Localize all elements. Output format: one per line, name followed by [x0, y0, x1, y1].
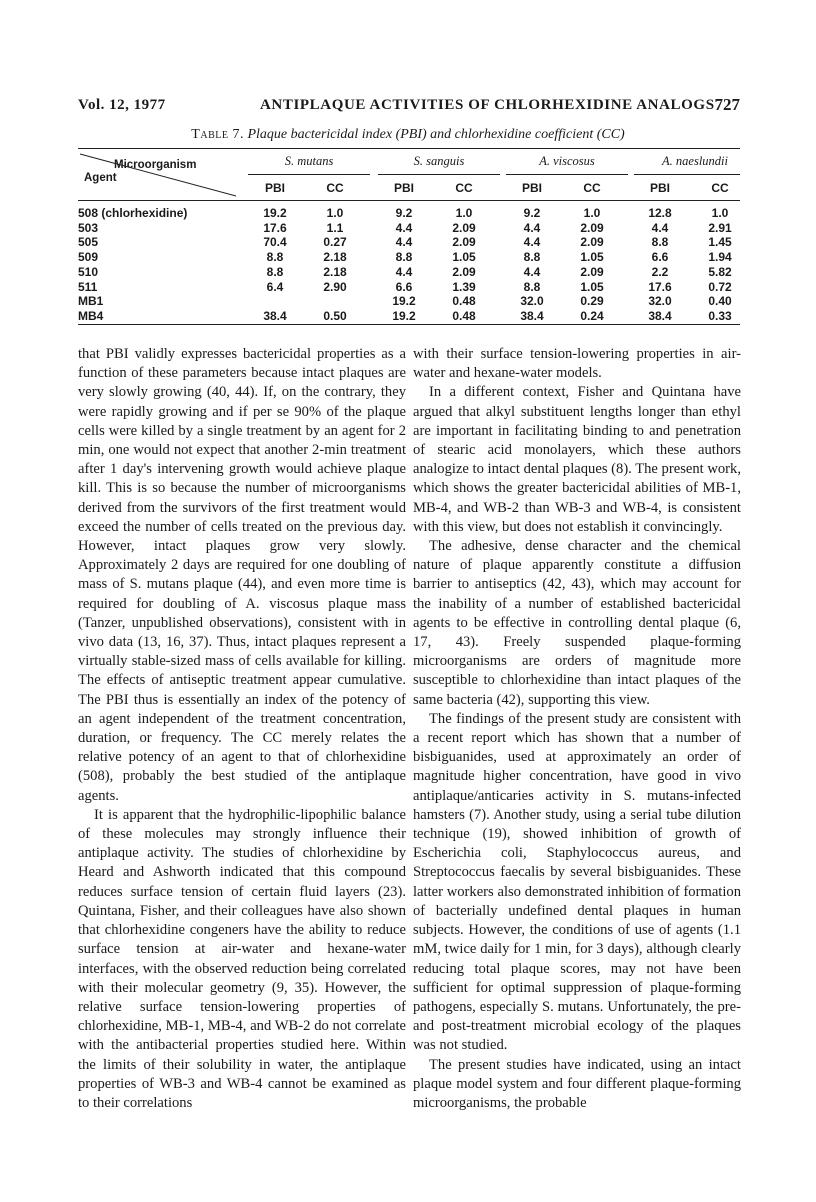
table-cell: 9.2 [395, 206, 413, 220]
table-cell: 0.27 [323, 235, 347, 250]
running-title: ANTIPLAQUE ACTIVITIES OF CHLORHEXIDINE ANALOGS [260, 97, 715, 113]
table-top-rule [78, 148, 740, 149]
spanner-rule-1 [248, 174, 370, 175]
organism-header-1: S. mutans [284, 154, 334, 168]
table-cell: 1.0 [583, 206, 601, 220]
table-cell: 2.2 [651, 264, 669, 279]
table-cell: 2.90 [323, 279, 347, 294]
table-caption-text: Plaque bactericidal index (PBI) and chlorhexidine coefficient (CC) [247, 127, 625, 142]
table-header-rule [78, 200, 740, 201]
table-cell: 1.0 [711, 206, 729, 220]
right-paragraph-2: In a different context, Fisher and Quintana have argued that alkyl substituent lengths longer than ethyl are important in facilitating binding to and penetration of stearic acid monolayers, which these authors analogize to intact dental plaques (8). The present work, which shows the greater bactericidal abilities of MB-1, MB-4, and WB-2 than WB-3 and WB-4, is consistent with this view, but does not establish it convincingly. [413, 384, 741, 535]
table-row-agent: 505 [78, 235, 99, 250]
table-cell: 4.4 [523, 220, 541, 235]
table-row-agent: 503 [78, 220, 99, 235]
table-cell: 2.09 [580, 235, 604, 250]
left-text-column [78, 345, 406, 1113]
table-cell: 4.4 [395, 264, 413, 279]
table-caption [0, 127, 816, 143]
organism-header-2: S. sanguis [413, 154, 465, 168]
table-cell: 1.05 [580, 279, 604, 294]
table-cell: 38.4 [520, 308, 544, 323]
table-cell: 38.4 [648, 308, 672, 323]
table-cell: 70.4 [263, 235, 287, 250]
right-paragraph-3: The adhesive, dense character and the chemical nature of plaque apparently constitute a diffusion barrier to antiseptics (42, 43), which may account for the inability of a number of established bactericidal agents to be effective in controlling dental plaque (6, 17, 43). Freely suspended plaque-forming microorganisms are orders of magnitude more susceptible to chlorhexidine than intact plaques of the same bacteria (42), supporting this view. [413, 538, 741, 708]
table-cell: 8.8 [523, 250, 541, 265]
table-cell: 6.6 [395, 279, 413, 294]
table-bottom-rule [78, 324, 740, 325]
table-cell: 2.09 [580, 264, 604, 279]
table-cell: 0.24 [580, 308, 604, 323]
table-cell: 0.40 [708, 294, 732, 309]
subheader-cc-2: CC [455, 181, 473, 195]
right-paragraph-4: The findings of the present study are consistent with a recent report which has shown that a number of bisbiguanides, used at approximately an order of magnitude higher concentration, have good in vivo antiplaque/anticaries activity in S. mutans-infected hamsters (7). Another study, using a serial tube dilution technique (19), showed inhibition of growth of Escherichia coli, Staphylococcus aureus, and Streptococcus faecalis by several bisbiguanides. These latter workers also demonstrated inhibition of formation of bacterially undefined dental plaques in human subjects. However, the conditions of use of agents (1.1 mM, twice daily for 1 min, for 3 days), although clearly reducing total plaque scores, may not have been sufficient for optimal suppression of plaque-forming pathogens, especially S. mutans. Unfortunately, the pre- and post-treatment microbial ecology of the plaques was not studied. [413, 710, 741, 1054]
table-cell: 8.8 [651, 235, 669, 250]
spanner-rule-4 [634, 174, 740, 175]
table-cell: 32.0 [520, 294, 544, 309]
table-cell: 9.2 [523, 206, 541, 220]
table-cell: 1.05 [580, 250, 604, 265]
subheader-pbi-3: PBI [521, 181, 542, 195]
table-cell: 0.72 [708, 279, 732, 294]
table-cell: 8.8 [523, 279, 541, 294]
table-cell: 2.91 [708, 220, 732, 235]
stub-diagonal-rule [78, 152, 238, 198]
table-cell: 4.4 [523, 264, 541, 279]
table-cell: 0.33 [708, 308, 732, 323]
stub-header-agent: Agent [84, 172, 117, 184]
table-row-agent: 509 [78, 250, 99, 265]
table-cell: 4.4 [395, 220, 413, 235]
subheader-pbi-4: PBI [649, 181, 670, 195]
table-cell: 6.6 [651, 250, 669, 265]
table-cell: 2.09 [452, 220, 476, 235]
table-cell: 1.0 [455, 206, 473, 220]
table-cell: 1.94 [708, 250, 732, 265]
right-paragraph-1: with their surface tension-lowering properties in air-water and hexane-water models. [413, 346, 741, 382]
table-row-agent: MB4 [78, 308, 104, 323]
table-cell: 38.4 [263, 308, 287, 323]
page-number: 727 [714, 95, 740, 114]
subheader-cc-4: CC [711, 181, 729, 195]
table-cell: 0.48 [452, 308, 476, 323]
table-cell: 19.2 [392, 308, 416, 323]
table-cell: 0.29 [580, 294, 604, 309]
table-cell: 19.2 [263, 206, 287, 220]
table-cell: 4.4 [395, 235, 413, 250]
spanner-rule-3 [506, 174, 628, 175]
organism-header-4: A. naeslundii [662, 154, 728, 168]
table-cell: 12.8 [648, 206, 672, 220]
table-cell: 1.1 [326, 220, 344, 235]
table-cell: 17.6 [648, 279, 672, 294]
table-cell: 2.18 [323, 250, 347, 265]
table-row-agent: 510 [78, 264, 99, 279]
table-label: Table 7. [191, 127, 244, 142]
table-cell: 32.0 [648, 294, 672, 309]
right-paragraph-5: The present studies have indicated, using an intact plaque model system and four different plaque-forming microorganisms, the probable [413, 1056, 741, 1111]
subheader-pbi-1: PBI [264, 181, 285, 195]
table-row-agent: MB1 [78, 294, 104, 309]
table-cell: 0.50 [323, 308, 347, 323]
table-cell: 1.39 [452, 279, 476, 294]
table-cell: 1.45 [708, 235, 732, 250]
volume-label: Vol. 12, 1977 [78, 97, 166, 113]
table-cell: 8.8 [266, 264, 284, 279]
table-cell: 4.4 [651, 220, 669, 235]
spanner-rule-2 [378, 174, 500, 175]
table-cell: 0.48 [452, 294, 476, 309]
table-cell: 6.4 [266, 279, 284, 294]
stub-header-microorganism: Microorganism [114, 159, 197, 171]
table-row-agent: 511 [78, 279, 98, 294]
subheader-pbi-2: PBI [393, 181, 414, 195]
table-cell: 19.2 [392, 294, 416, 309]
table-cell: 8.8 [266, 250, 284, 265]
table-cell: 17.6 [263, 220, 287, 235]
left-paragraph-2: It is apparent that the hydrophilic-lipophilic balance of these molecules may strongly influence their antiplaque activity. The studies of chlorhexidine by Heard and Ashworth indicated that this compound reduces surface tension of certain fluid layers (23). Quintana, Fisher, and their colleagues have also shown that chlorhexidine congeners have the ability to reduce surface tension at air-water and hexane-water interfaces, with the observed reduction being correlated with their molecular geometry (9, 35). However, the relative surface tension-lowering properties of chlorhexidine, MB-1, MB-4, and WB-2 do not correlate with the antibacterial properties studied here. Within the limits of their solubility in water, the antiplaque properties of WB-3 and WB-4 cannot be examined as to their correlations [78, 806, 406, 1111]
organism-header-3: A. viscosus [539, 154, 595, 168]
table-cell: 2.09 [580, 220, 604, 235]
subheader-cc-1: CC [326, 181, 344, 195]
table-cell: 2.18 [323, 264, 347, 279]
table-cell: 8.8 [395, 250, 413, 265]
subheader-cc-3: CC [583, 181, 601, 195]
table-cell: 1.05 [452, 250, 476, 265]
running-header [78, 97, 740, 119]
left-paragraph-1: that PBI validly expresses bactericidal properties as a function of these parameters because intact plaques are very slowly growing (40, 44). If, on the contrary, they were rapidly growing and if per se 90% of the plaque cells were killed by a single treatment by an agent for 2 min, one would not expect that another 2-min treatment after 1 day's intervening growth would achieve plaque kill. This is so because the number of microorganisms derived from the survivors of the first treatment would exceed the number of cells treated on the previous day. However, intact plaques grow very slowly. Approximately 2 days are required for one doubling of mass of S. mutans plaque (44), and even more time is required for doubling of A. viscosus plaque mass (Tanzer, unpublished observations), consistent with in vivo data (13, 16, 37). Thus, intact plaques represent a virtually stable-sized mass of cells available for killing. The effects of antiseptic treatment appear cumulative. The PBI thus is essentially an index of the potency of an agent independent of the treatment concentration, duration, or frequency. The CC merely relates the relative potency of an agent to that of chlorhexidine (508), probably the best studied of the antiplaque agents. [78, 346, 406, 804]
table-cell: 4.4 [523, 235, 541, 250]
table-cell: 2.09 [452, 235, 476, 250]
table-cell: 2.09 [452, 264, 476, 279]
table-row-agent: 508 (chlorhexidine) [78, 206, 188, 220]
right-text-column [413, 345, 741, 1113]
table-cell: 1.0 [326, 206, 344, 220]
table-cell: 5.82 [708, 264, 732, 279]
